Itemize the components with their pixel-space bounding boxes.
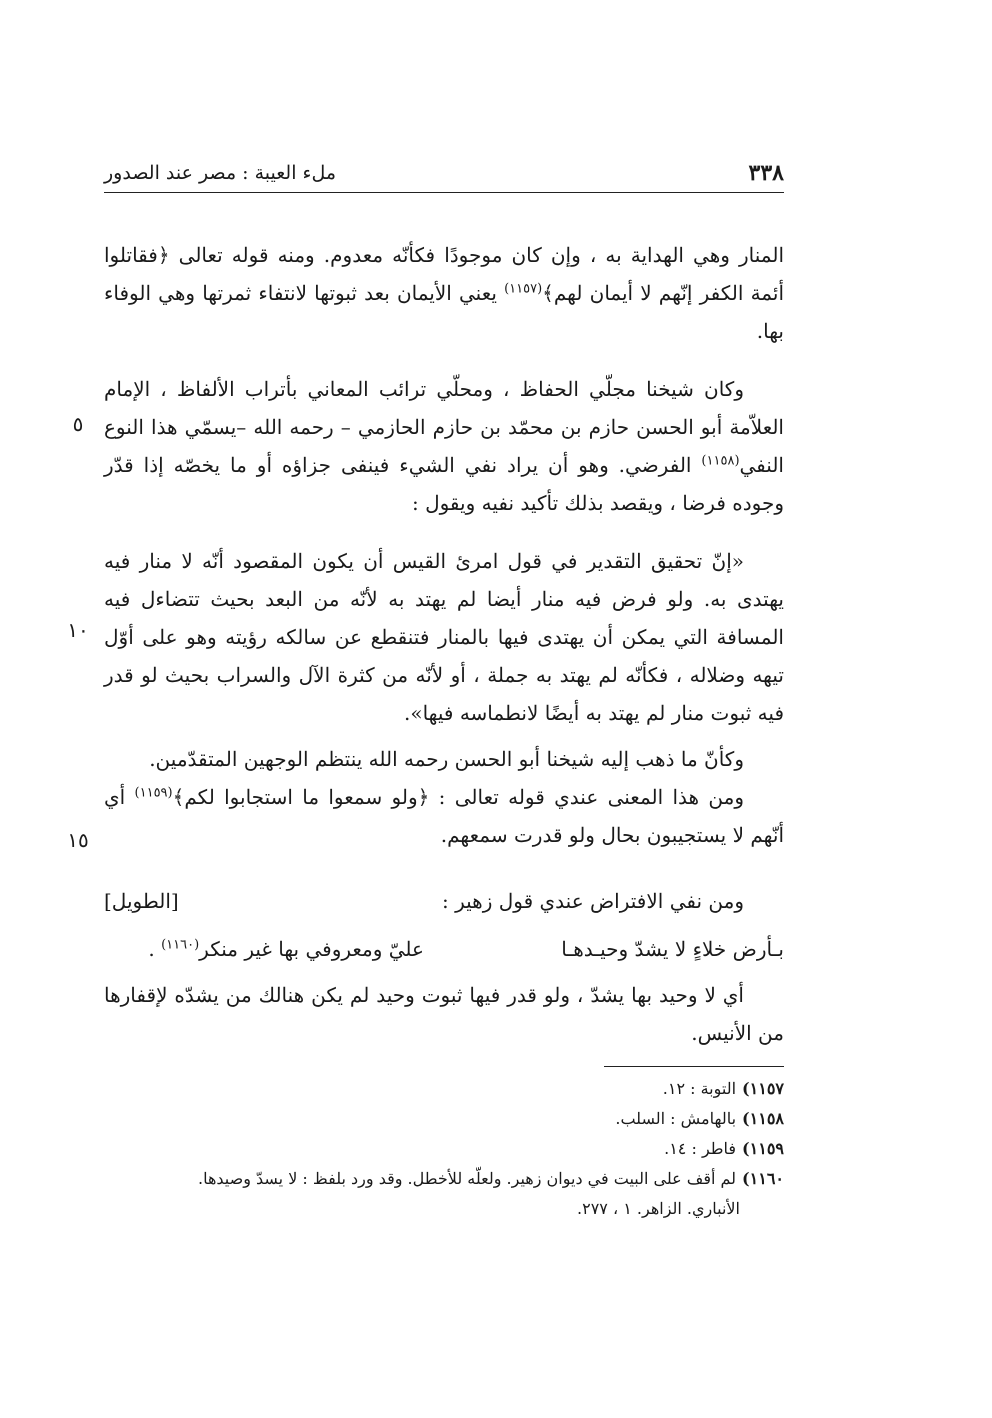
paragraph-2-end: الفرضي. وهو أن يراد نفي الشيء فينفى جزاؤه أو ما يخصّه إذا قدّر وجوده فرضا ، ويقصد بذلك تأكيد نفيه ويقول : (104, 453, 784, 515)
footnote-divider (604, 1066, 784, 1067)
paragraph-2-text: وكان شيخنا مجلّي الحفاظ ، ومحلّي ترائب المعاني بأتراب الألفاظ ، الإمام العلاّمة أبو الحسن حازم بن محمّد بن حازم الحازمي – رحمه الله –يسمّي هذا النوع النفي (104, 377, 784, 477)
footnote-ref-1157: (١١٥٧) (504, 281, 543, 297)
paragraph-1 (104, 236, 784, 350)
verse-first-hemistich: بـأرض خلاءٍ لا يشدّ وحيـدهـا (561, 937, 784, 961)
footnote-number: ١١٦٠) (742, 1169, 784, 1188)
footnote-text: التوبة : ١٢. (662, 1079, 737, 1098)
paragraph-5-text: ومن هذا المعنى عندي قوله تعالى : ﴿ولو سمعوا ما استجابوا لكم﴾ (172, 785, 744, 809)
footnote-text-continued: الأنباري. الزاهر. ١ ، ٢٧٧. (577, 1199, 740, 1218)
footnote-text: بالهامش : السلب. (615, 1109, 737, 1128)
running-title: ملء العيبة : مصر عند الصدور (104, 162, 337, 184)
footnote-text: فاطر : ١٤. (664, 1139, 737, 1158)
line-number-15: ١٥ (67, 828, 89, 852)
footnote-number: ١١٥٩) (742, 1139, 784, 1158)
paragraph-2 (104, 370, 784, 522)
footnote-text: لم أقف على البيت في ديوان زهير. ولعلّه للأخطل. وقد ورد بلفظ : لا يسدّ وصيدها. (197, 1169, 737, 1188)
paragraph-6 (104, 882, 784, 920)
verse-second-text: عليّ ومعروفي بها غير منكر (199, 937, 424, 961)
paragraph-5-end: أي أنّهم لا يستجيبون بحال ولو قدرت سمعهم. (104, 785, 784, 847)
verse-end: . (148, 937, 162, 961)
paragraph-7: أي لا وحيد بها يشدّ ، ولو قدر فيها ثبوت وحيد لم يكن هنالك من يشدّه لإقفارها من الأنيس. (104, 983, 784, 1045)
paragraph-4 (104, 740, 784, 854)
footnote-ref-1160: (١١٦٠) (161, 937, 200, 953)
footnote-number: ١١٥٧) (742, 1079, 784, 1098)
paragraph-1-text: المنار وهي الهداية به ، وإن كان موجودًا فكأنّه معدوم. ومنه قوله تعالى ﴿فقاتلوا أئمة الكفر إنّهم لا أيمان لهم﴾ (104, 243, 784, 305)
page-number: ٣٣٨ (748, 160, 784, 186)
paragraph-1-end: يعني الأيمان بعد ثبوتها لانتفاء ثمرتها وهي الوفاء بها. (104, 281, 784, 343)
page-header (104, 160, 784, 193)
footnote-ref-1158: (١١٥٨) (701, 453, 740, 469)
footnote-number: ١١٥٨) (742, 1109, 784, 1128)
footnotes (104, 1074, 784, 1224)
line-number-10: ١٠ (67, 618, 89, 642)
line-number-5: ٥ (72, 412, 84, 436)
footnote-1159 (104, 1134, 784, 1164)
footnote-1157 (104, 1074, 784, 1104)
verse-second-hemistich (148, 930, 424, 968)
paragraph-4-text: وكأنّ ما ذهب إليه شيخنا أبو الحسن رحمه الله ينتظم الوجهين المتقدّمين. (149, 747, 744, 771)
quotation-paragraph: «إنّ تحقيق التقدير في قول امرئ القيس أن يكون المقصود أنّه لا منار فيه يهتدى به. ولو فرض فيه منار أيضا لم يهتد به لأنّه من البعد بحيث تتضاءل فيه المسافة التي يمكن أن يهتدى فيها بالمنار فتنقطع عن سالكه رؤيته وهو على أوّل تيهه وضلاله ، فكأنّه لم يهتد به جملة ، أو لأنّه من كثرة الآل والسراب بحيث لو قدر فيه ثبوت منار لم يهتد به أيضًا لانطماسه فيها». (104, 549, 784, 725)
footnote-1160 (104, 1164, 784, 1224)
verse-line (104, 930, 784, 968)
footnote-ref-1159: (١١٥٩) (134, 785, 173, 801)
paragraph-6-text: ومن نفي الافتراض عندي قول زهير : (442, 889, 744, 913)
paragraph-5 (104, 778, 784, 854)
meter-label: [الطويل] (104, 889, 179, 913)
footnote-1158 (104, 1104, 784, 1134)
